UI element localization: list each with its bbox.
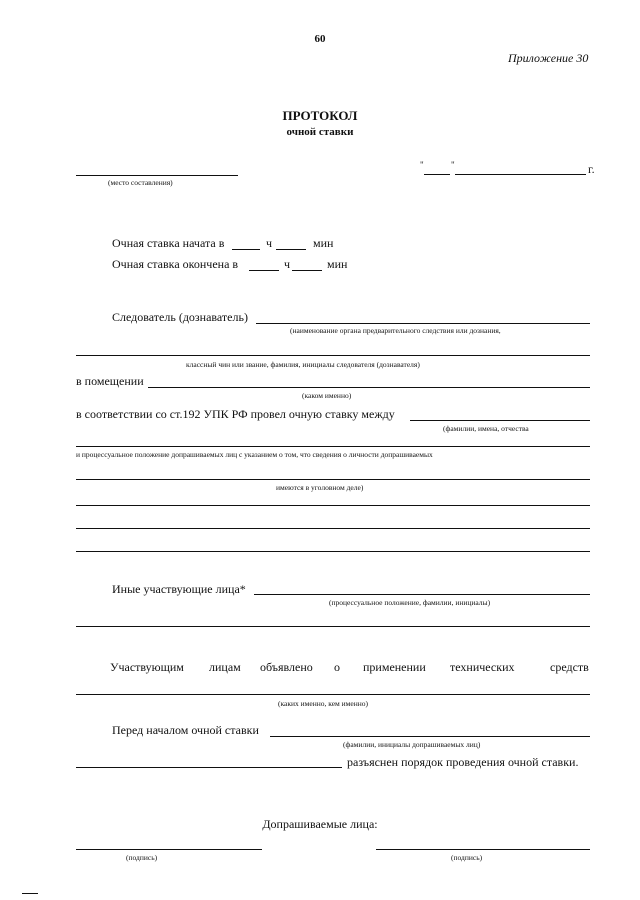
document-title: ПРОТОКОЛ <box>282 108 358 123</box>
tech-caption: (каких именно, кем именно) <box>278 699 369 708</box>
tech-word-7: средств <box>550 660 589 674</box>
investigator-line[interactable] <box>256 323 590 324</box>
before-line[interactable] <box>270 736 590 737</box>
status-line[interactable] <box>76 446 590 447</box>
signature-left-caption: (подпись) <box>126 853 158 862</box>
room-label: в помещении <box>76 374 144 388</box>
tech-word-5: применении <box>363 660 426 674</box>
others-line-2[interactable] <box>76 626 590 627</box>
place-caption: (место составления) <box>108 178 173 187</box>
names-line[interactable] <box>410 420 590 421</box>
page-number: 60 <box>314 33 326 45</box>
start-hours-line[interactable] <box>232 249 260 250</box>
place-line[interactable] <box>76 175 238 176</box>
tech-line[interactable] <box>76 694 590 695</box>
signature-left-line[interactable] <box>76 849 262 850</box>
rank-line[interactable] <box>76 355 590 356</box>
others-line[interactable] <box>254 594 590 595</box>
end-hours-line[interactable] <box>249 270 279 271</box>
date-quote-open: " <box>420 160 424 170</box>
names-caption: (фамилии, имена, отчества <box>443 424 529 433</box>
blank-line-2[interactable] <box>76 528 590 529</box>
others-label: Иные участвующие лица* <box>112 582 246 596</box>
tech-word-4: о <box>334 660 340 674</box>
status-caption: и процессуальное положение допрашиваемых лиц с указанием о том, что сведения о личности допрашиваемых <box>76 450 433 459</box>
investigator-label: Следователь (дознаватель) <box>112 310 248 324</box>
signature-right-caption: (подпись) <box>451 853 483 862</box>
tech-word-1: Участвующим <box>110 660 184 674</box>
end-minutes-unit: мин <box>327 257 348 271</box>
appendix-label: Приложение 30 <box>508 51 589 65</box>
others-caption: (процессуальное положение, фамилии, инициалы) <box>329 598 491 607</box>
date-day-line[interactable] <box>424 174 450 175</box>
blank-line-3[interactable] <box>76 551 590 552</box>
article-label: в соответствии со ст.192 УПК РФ провел очную ставку между <box>76 407 395 421</box>
before-label: Перед началом очной ставки <box>112 723 259 737</box>
tech-word-2: лицам <box>209 660 241 674</box>
tech-word-3: объявлено <box>260 660 313 674</box>
interrogated-label: Допрашиваемые лица: <box>262 817 378 831</box>
start-minutes-unit: мин <box>313 236 334 250</box>
rank-caption: классный чин или звание, фамилия, инициалы следователя (дознавателя) <box>186 360 420 369</box>
tech-word-6: технических <box>450 660 515 674</box>
explained-label: разъяснен порядок проведения очной ставки. <box>347 755 579 769</box>
date-year-suffix: г. <box>588 162 595 176</box>
room-line[interactable] <box>148 387 590 388</box>
investigator-caption: (наименование органа предварительного следствия или дознания, <box>290 326 501 335</box>
footnote-mark-line <box>22 893 38 894</box>
explained-line[interactable] <box>76 767 342 768</box>
signature-right-line[interactable] <box>376 849 590 850</box>
before-caption: (фамилии, инициалы допрашиваемых лиц) <box>343 740 481 749</box>
end-label: Очная ставка окончена в <box>112 257 239 271</box>
case-caption: имеются в уголовном деле) <box>276 483 364 492</box>
room-caption: (каком именно) <box>302 391 352 400</box>
start-label: Очная ставка начата в <box>112 236 225 250</box>
date-quote-close: " <box>451 160 455 170</box>
blank-line-1[interactable] <box>76 505 590 506</box>
start-minutes-line[interactable] <box>276 249 306 250</box>
start-hours-unit: ч <box>266 236 273 250</box>
case-line[interactable] <box>76 479 590 480</box>
end-hours-unit: ч <box>284 257 291 271</box>
date-month-year-line[interactable] <box>455 174 586 175</box>
end-minutes-line[interactable] <box>292 270 322 271</box>
document-subtitle: очной ставки <box>286 126 354 138</box>
